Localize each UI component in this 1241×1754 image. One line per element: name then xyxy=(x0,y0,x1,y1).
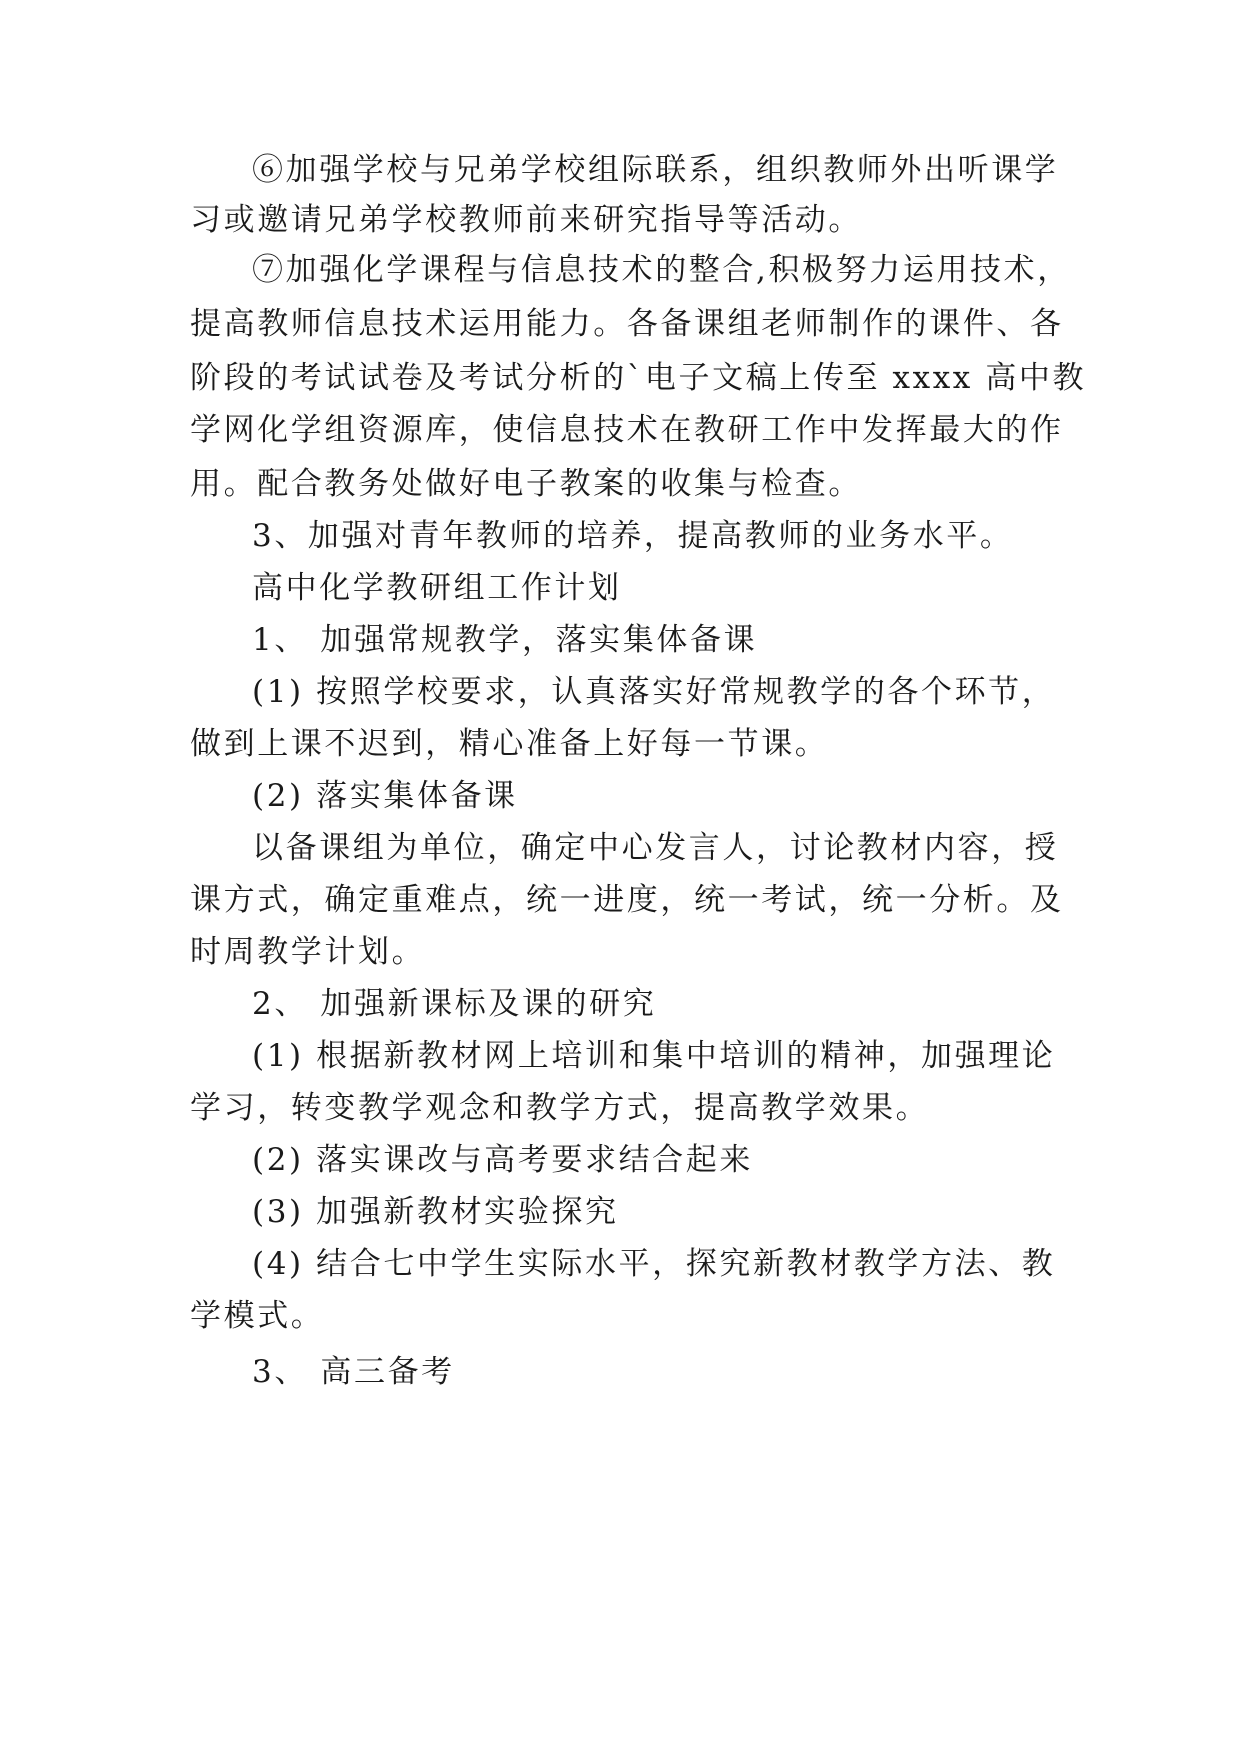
paragraph-line: ⑦加强化学课程与信息技术的整合,积极努力运用技术， xyxy=(252,252,1071,288)
paragraph-line: 用。配合教务处做好电子教案的收集与检查。 xyxy=(190,466,862,502)
paragraph-line: 提高教师信息技术运用能力。各备课组老师制作的课件、各 xyxy=(190,306,1064,342)
paragraph-line: 做到上课不迟到，精心准备上好每一节课。 xyxy=(190,726,829,762)
paragraph-line: 时周教学计划。 xyxy=(190,934,426,970)
section-heading: 1、 加强常规教学，落实集体备课 xyxy=(252,622,758,658)
paragraph-line: (2) 落实课改与高考要求结合起来 xyxy=(252,1142,753,1178)
paragraph-line: 习或邀请兄弟学校教师前来研究指导等活动。 xyxy=(190,202,862,238)
paragraph-line: 学网化学组资源库，使信息技术在教研工作中发挥最大的作 xyxy=(190,412,1064,448)
section-heading: 2、 加强新课标及课的研究 xyxy=(252,986,657,1022)
paragraph-line: 课方式，确定重难点，统一进度，统一考试，统一分析。及 xyxy=(190,882,1064,918)
paragraph-line: ⑥加强学校与兄弟学校组际联系，组织教师外出听课学 xyxy=(252,152,1059,188)
paragraph-line: (4) 结合七中学生实际水平，探究新教材教学方法、教 xyxy=(252,1246,1056,1282)
paragraph-line: 阶段的考试试卷及考试分析的`电子文稿上传至 xxxx 高中教 xyxy=(190,360,1087,396)
paragraph-line: (1) 按照学校要求，认真落实好常规教学的各个环节， xyxy=(252,674,1056,710)
paragraph-line: 学模式。 xyxy=(190,1298,325,1334)
paragraph-line: (2) 落实集体备课 xyxy=(252,778,518,814)
paragraph-line: 3、加强对青年教师的培养，提高教师的业务水平。 xyxy=(252,518,1014,554)
paragraph-line: (3) 加强新教材实验探究 xyxy=(252,1194,619,1230)
section-heading: 3、 高三备考 xyxy=(252,1354,455,1390)
section-heading: 高中化学教研组工作计划 xyxy=(252,570,622,606)
paragraph-line: (1) 根据新教材网上培训和集中培训的精神，加强理论 xyxy=(252,1038,1056,1074)
paragraph-line: 以备课组为单位，确定中心发言人，讨论教材内容，授 xyxy=(252,830,1059,866)
paragraph-line: 学习，转变教学观念和教学方式，提高教学效果。 xyxy=(190,1090,930,1126)
